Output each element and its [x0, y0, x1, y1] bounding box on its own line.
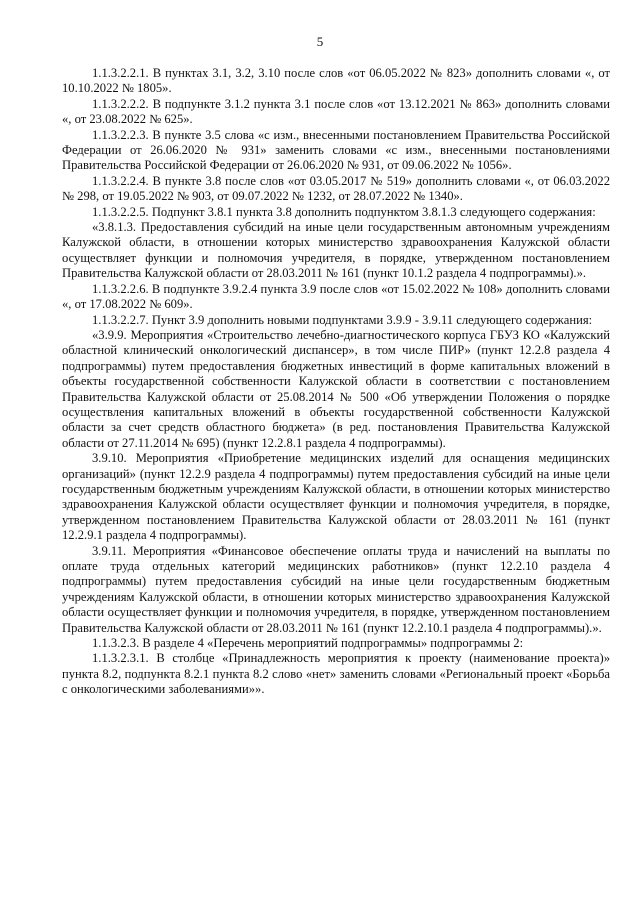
document-body [62, 66, 610, 698]
paragraph-6: «3.8.1.3. Предоставления субсидий на иные цели государственным автономным учреждениям Калужской области, в отношении которых министерство здравоохранения Калужской области осуществляет функции и полномочия учредителя, в порядке, утвержденном постановлением Правительства Калужской области от 28.03.2011 № 161 (пункт 10.1.2 раздела 4 подпрограммы).». [62, 220, 610, 281]
paragraph-5: 1.1.3.2.2.5. Подпункт 3.8.1 пункта 3.8 дополнить подпунктом 3.8.1.3 следующего содержания: [92, 204, 596, 219]
paragraph-12: 1.1.3.2.3. В разделе 4 «Перечень мероприятий подпрограммы» подпрограммы 2: [92, 636, 524, 651]
paragraph-8: 1.1.3.2.2.7. Пункт 3.9 дополнить новыми подпунктами 3.9.9 - 3.9.11 следующего содержания: [92, 312, 593, 327]
page-number: 5 [316, 34, 324, 49]
paragraph-10: 3.9.10. Мероприятия «Приобретение медицинских изделий для оснащения медицинских организаций» (пункт 12.2.9 раздела 4 подпрограммы) путем предоставления субсидий на иные цели государственным бюджетным учреждениям Калужской области, в отношении которых министерство здравоохранения Калужской области осуществляет функции и полномочия учредителя, в порядке, утвержденном постановлением Правительства Калужской области от 28.03.2011 № 161 (пункт 12.2.9.1 раздела 4 подпрограммы). [62, 451, 610, 543]
paragraph-11: 3.9.11. Мероприятия «Финансовое обеспечение оплаты труда и начислений на выплаты по оплате труда отдельных категорий медицинских работников» (пункт 12.2.10 раздела 4 подпрограммы) путем предоставления субсидий на иные цели государственным бюджетным учреждениям Калужской области, в отношении которых министерство здравоохранения Калужской области осуществляет функции и полномочия учредителя, в порядке, утвержденном постановлением Правительства Калужской области от 28.03.2011 № 161 (пункт 12.2.10.1 раздела 4 подпрограммы).». [62, 543, 610, 635]
paragraph-3: 1.1.3.2.2.3. В пункте 3.5 слова «с изм., внесенными постановлением Правительства Российской Федерации от 26.06.2020 № 931» заменить словами «с изм., внесенными постановлениями Правительства Российской Федерации от 26.06.2020 № 931, от 09.06.2022 № 1056». [62, 127, 610, 173]
paragraph-9: «3.9.9. Мероприятия «Строительство лечебно-диагностического корпуса ГБУЗ КО «Калужский областной клинический онкологический диспансер», в том числе ПИР» (пункт 12.2.8 раздела 4 подпрограммы) путем предоставления бюджетных инвестиций в форме капитальных вложений в объекты государственной собственности Калужской области в соответствии с постановлением Правительства Калужской области от 25.08.2014 № 500 «Об утверждении Положения о порядке осуществления капитальных вложений в объекты государственной собственности Калужской области за счет средств областного бюджета» (в ред. постановления Правительства Калужской области от 27.11.2014 № 695) (пункт 12.2.8.1 раздела 4 подпрограммы). [62, 327, 610, 450]
paragraph-13: 1.1.3.2.3.1. В столбце «Принадлежность мероприятия к проекту (наименование проекта)» пункта 8.2, подпункта 8.2.1 пункта 8.2 слово «нет» заменить словами «Региональный проект «Борьба с онкологическими заболеваниями»». [62, 651, 610, 697]
paragraph-4: 1.1.3.2.2.4. В пункте 3.8 после слов «от 03.05.2017 № 519» дополнить словами «, от 06.03.2022 № 298, от 19.05.2022 № 903, от 09.07.2022 № 1232, от 28.07.2022 № 1340». [62, 173, 610, 204]
paragraph-1: 1.1.3.2.2.1. В пунктах 3.1, 3.2, 3.10 после слов «от 06.05.2022 № 823» дополнить словами «, от 10.10.2022 № 1805». [62, 66, 610, 96]
paragraph-7: 1.1.3.2.2.6. В подпункте 3.9.2.4 пункта 3.9 после слов «от 15.02.2022 № 108» дополнить словами «, от 17.08.2022 № 609». [62, 281, 610, 312]
paragraph-2: 1.1.3.2.2.2. В подпункте 3.1.2 пункта 3.1 после слов «от 13.12.2021 № 863» дополнить словами «, от 23.08.2022 № 625». [62, 96, 610, 127]
